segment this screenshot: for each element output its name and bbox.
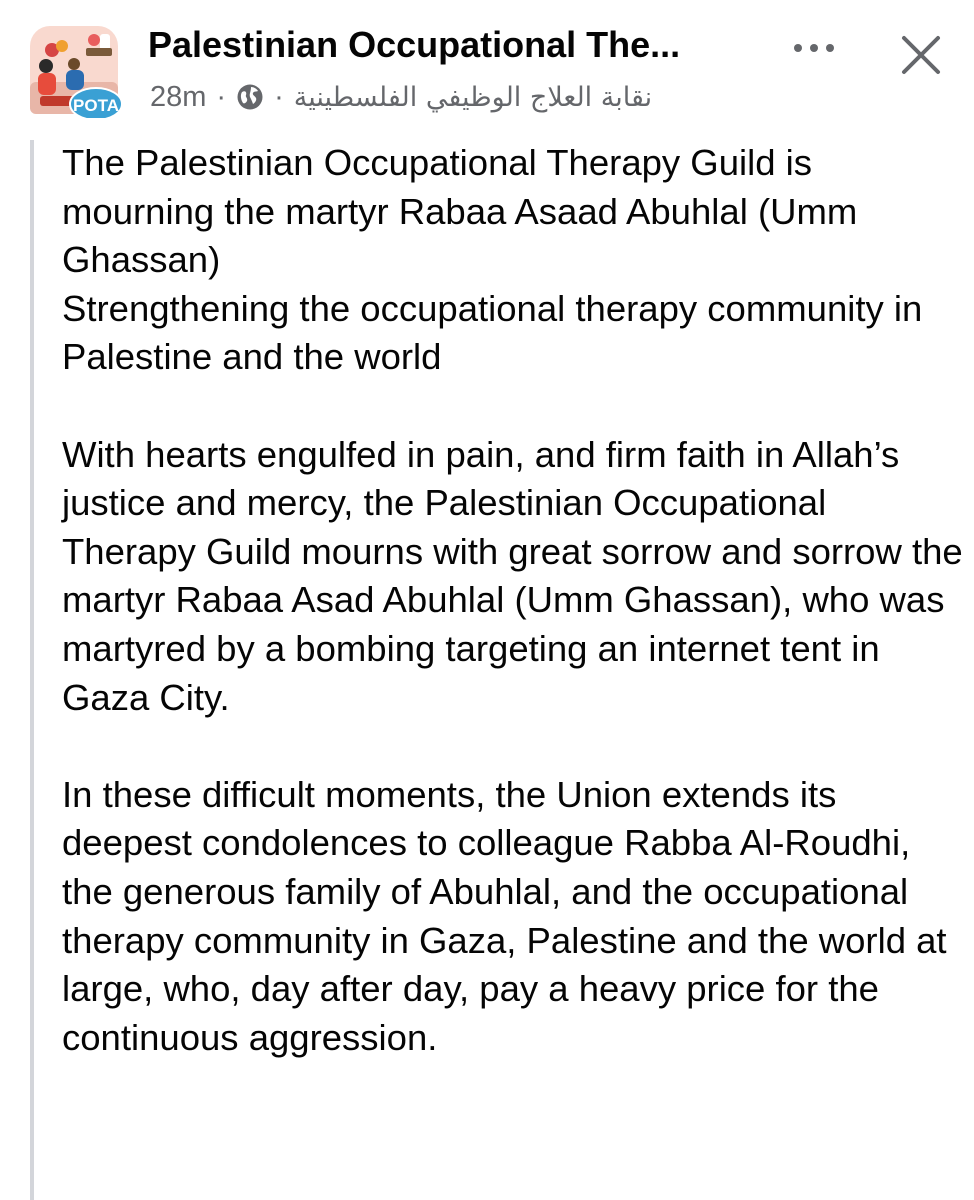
- close-icon: [901, 35, 941, 75]
- more-horizontal-icon: [790, 42, 838, 54]
- post-paragraph: [62, 771, 967, 1063]
- meta-separator: ·: [216, 80, 227, 113]
- page-name-link[interactable]: Palestinian Occupational The...: [148, 24, 681, 65]
- pota-logo: [30, 26, 122, 118]
- post-paragraph-2: With hearts engulfed in pain, and firm faith in Allah’s justice and mercy, the Palestinian Occupational Therapy Guild mourns with great sorrow and sorrow the martyr Rabaa Asad Abuhlal (Umm Ghassan), who was martyred by a bombing targeting an internet tent in Gaza City.: [62, 433, 963, 718]
- post-timestamp[interactable]: 28m: [150, 80, 207, 113]
- post-meta: [150, 78, 652, 116]
- post-body: [62, 139, 967, 1111]
- page-avatar[interactable]: [30, 26, 122, 118]
- post-header: [0, 0, 974, 130]
- close-button[interactable]: [894, 28, 948, 82]
- more-options-button[interactable]: [786, 28, 842, 68]
- post-paragraph: [62, 431, 967, 723]
- meta-separator-2: ·: [274, 80, 284, 113]
- avatar-text: POTA: [73, 96, 119, 115]
- post-paragraph-1: The Palestinian Occupational Therapy Guild is mourning the martyr Rabaa Asaad Abuhlal (Umm Ghassan) Strengthening the occupational therapy community in Palestine and the world: [62, 142, 923, 378]
- quote-bar: [30, 140, 34, 1200]
- post-paragraph: [62, 139, 967, 382]
- page-arabic-name: نقابة العلاج الوظيفي الفلسطينية: [293, 81, 653, 113]
- post-paragraph-3: In these difficult moments, the Union extends its deepest condolences to colleague Rabba Al-Roudhi, the generous family of Abuhlal, and the occupational therapy community in Gaza, Palestine and the world at large, who, day after day, pay a heavy price for the continuous aggression.: [62, 773, 947, 1058]
- globe-icon[interactable]: [236, 83, 264, 111]
